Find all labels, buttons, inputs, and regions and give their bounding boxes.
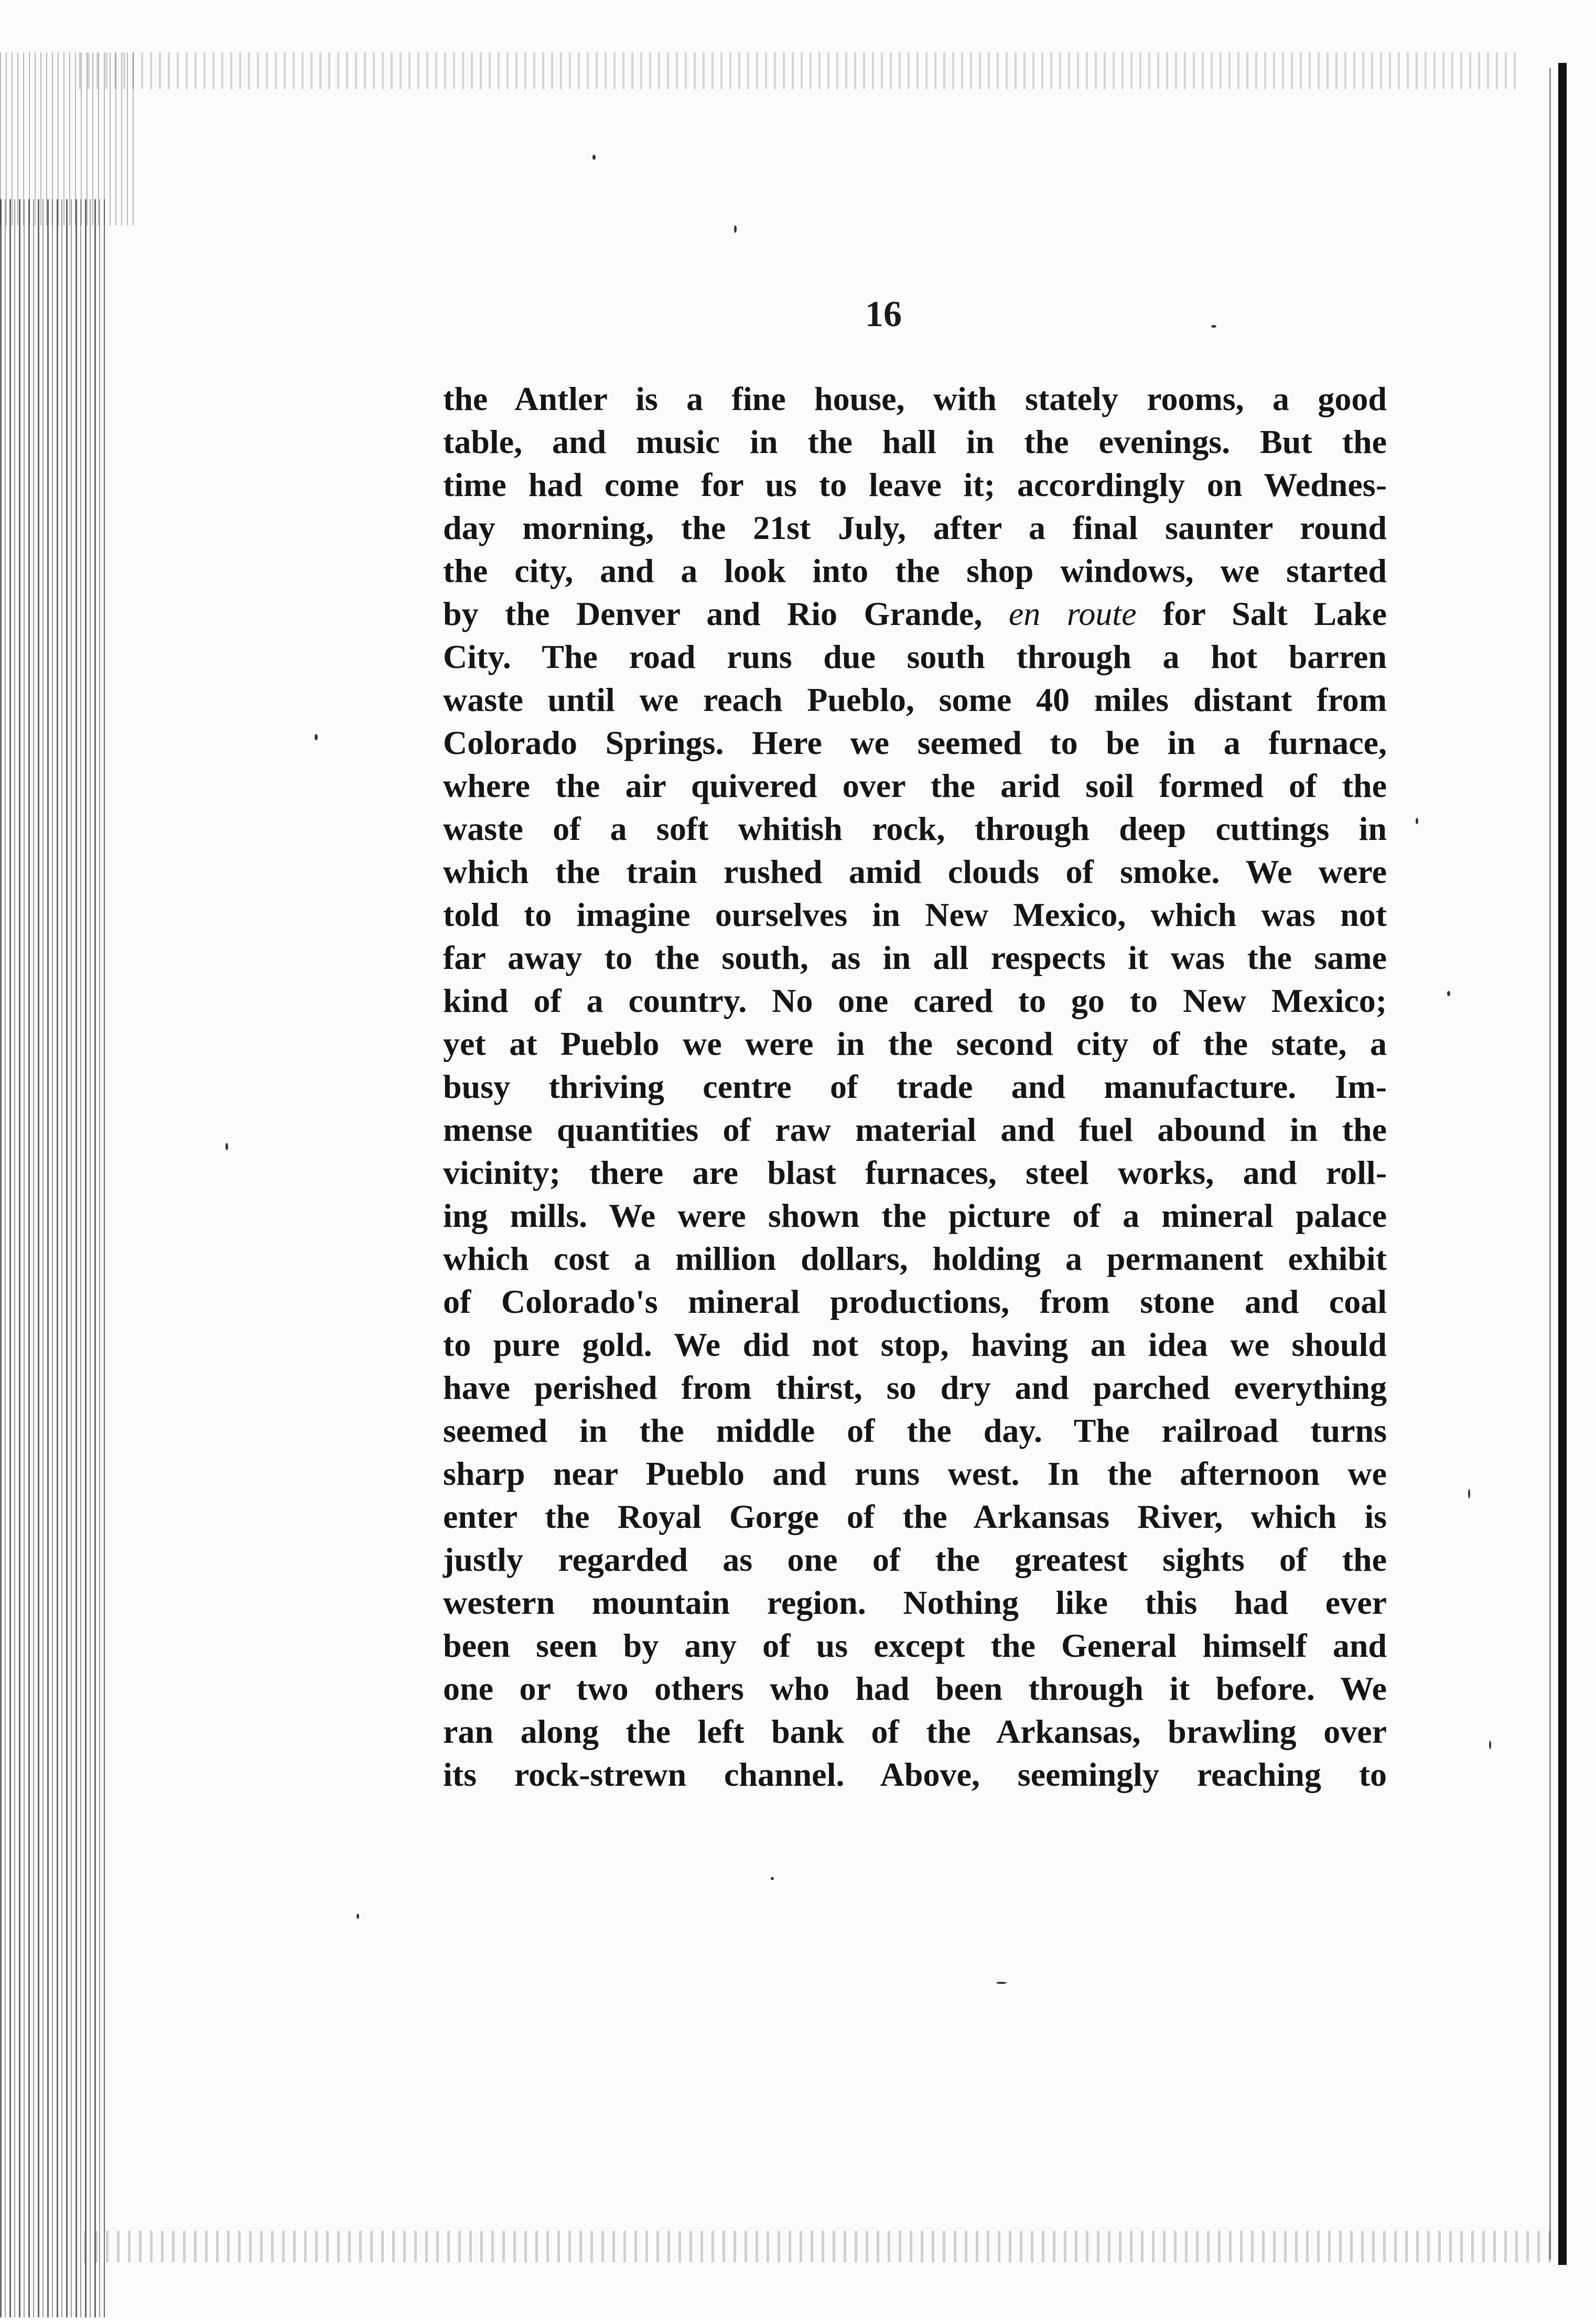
text-line: yet at Pueblo we were in the second city of the state, a [443, 1025, 1387, 1062]
text-line: Colorado Springs. Here we seemed to be in a furnace, [443, 724, 1387, 761]
scan-speck [1489, 1741, 1491, 1749]
text-line: day morning, the 21st July, after a final saunter round [443, 509, 1387, 546]
scan-speck [592, 155, 596, 160]
text-line: sharp near Pueblo and runs west. In the afternoon we [443, 1455, 1387, 1492]
text-line: told to imagine ourselves in New Mexico, which was not [443, 896, 1387, 933]
scan-noise-bottom [84, 2231, 1568, 2262]
scan-speck [1468, 1489, 1470, 1498]
text-line: waste until we reach Pueblo, some 40 miles distant from [443, 681, 1387, 718]
text-line: one or two others who had been through it before. We [443, 1670, 1387, 1707]
page-number: 16 [865, 294, 902, 334]
scan-speck [996, 1982, 1007, 1984]
scan-speck [734, 225, 737, 233]
text-line: where the air quivered over the arid soil formed of the [443, 767, 1387, 804]
text-line: the city, and a look into the shop windows, we started [443, 552, 1387, 589]
text-line: ran along the left bank of the Arkansas, brawling over [443, 1713, 1387, 1750]
text-line: table, and music in the hall in the evenings. But the [443, 423, 1387, 460]
binding-shadow-left [0, 199, 105, 2317]
binding-edge-right [1558, 63, 1567, 2265]
scan-speck [225, 1143, 228, 1150]
scan-speck [771, 1877, 774, 1880]
text-line: which the train rushed amid clouds of smoke. We were [443, 853, 1387, 890]
scan-speck [357, 1914, 359, 1919]
text-line: its rock-strewn channel. Above, seemingly reaching to [443, 1756, 1387, 1793]
text-line: the Antler is a fine house, with stately rooms, a good [443, 380, 1387, 417]
text-line: ing mills. We were shown the picture of a mineral palace [443, 1197, 1387, 1234]
text-line: waste of a soft whitish rock, through deep cuttings in [443, 810, 1387, 847]
text-line: which cost a million dollars, holding a permanent exhibit [443, 1240, 1387, 1277]
text-line: seemed in the middle of the day. The railroad turns [443, 1412, 1387, 1449]
italic-phrase: en route [1008, 595, 1137, 632]
text-line: time had come for us to leave it; accordingly on Wednes- [443, 466, 1387, 503]
text-line: kind of a country. No one cared to go to New Mexico; [443, 982, 1387, 1019]
text-line: western mountain region. Nothing like this had ever [443, 1584, 1387, 1621]
body-text [443, 377, 1387, 1796]
text-line: have perished from thirst, so dry and parched everything [443, 1369, 1387, 1406]
text-line: to pure gold. We did not stop, having an idea we should [443, 1326, 1387, 1363]
text-segment: by the Denver and Rio Grande, [443, 595, 983, 632]
text-segment: for Salt Lake [1163, 595, 1387, 632]
scan-speck [1447, 991, 1450, 996]
text-line: vicinity; there are blast furnaces, steel works, and roll- [443, 1154, 1387, 1191]
scan-speck [1416, 818, 1418, 824]
text-line: City. The road runs due south through a hot barren [443, 638, 1387, 675]
text-line: been seen by any of us except the General himself and [443, 1627, 1387, 1664]
text-line: mense quantities of raw material and fuel abound in the [443, 1111, 1387, 1148]
scan-noise-top [79, 52, 1520, 89]
scan-speck [1211, 325, 1216, 328]
text-line: justly regarded as one of the greatest sights of the [443, 1541, 1387, 1578]
text-line-with-italic [443, 592, 1387, 635]
text-line: far away to the south, as in all respects it was the same [443, 939, 1387, 976]
scan-speck [315, 734, 318, 740]
text-line: enter the Royal Gorge of the Arkansas River, which is [443, 1498, 1387, 1535]
text-line: of Colorado's mineral productions, from stone and coal [443, 1283, 1387, 1320]
binding-edge-right-thin [1549, 68, 1551, 2260]
text-line: busy thriving centre of trade and manufacture. Im- [443, 1068, 1387, 1105]
